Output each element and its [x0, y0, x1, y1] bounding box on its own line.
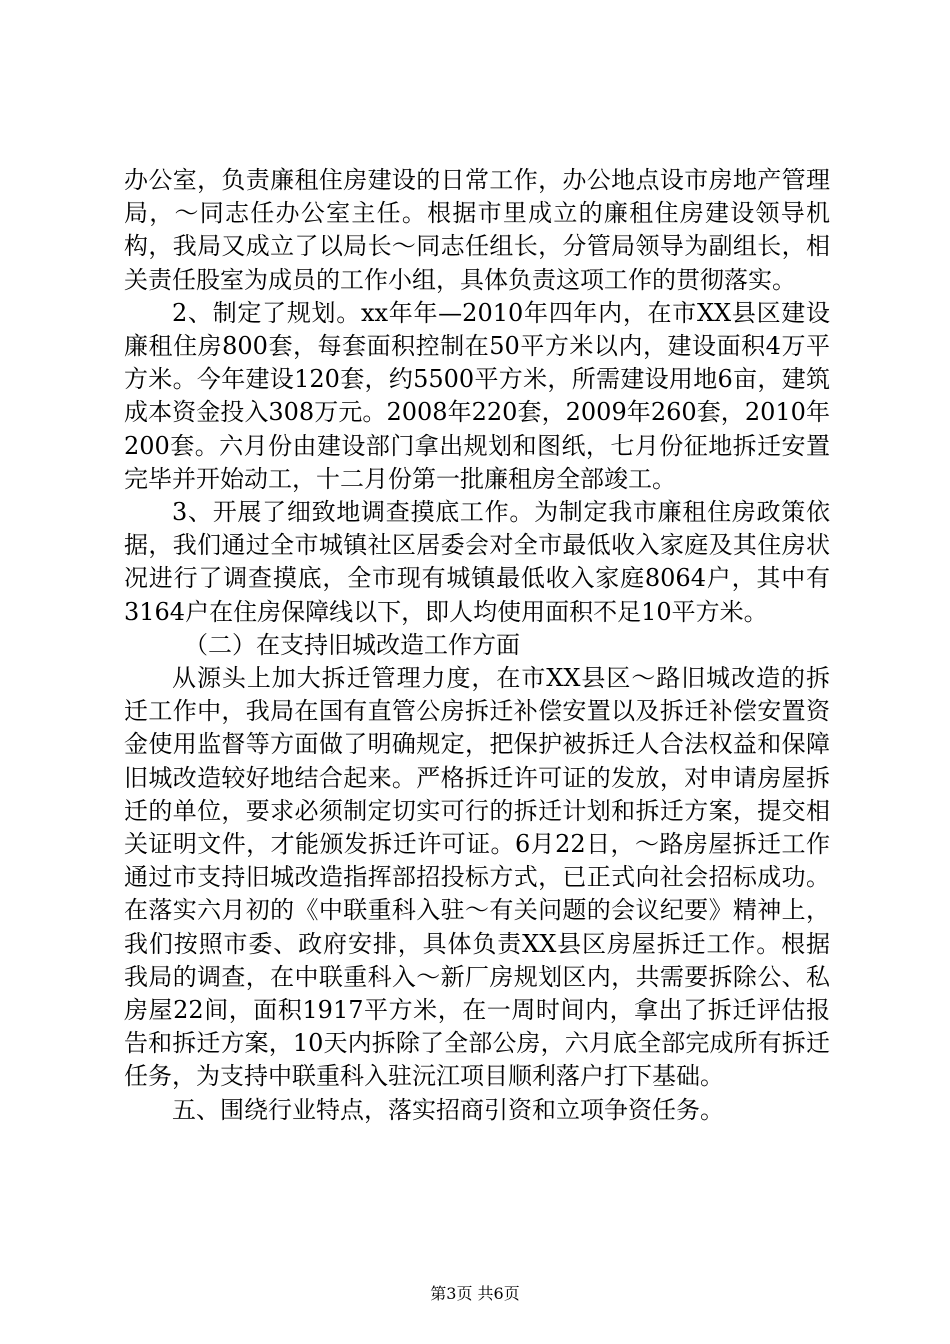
paragraph-survey: 3、开展了细致地调查摸底工作。为制定我市廉租住房政策依据，我们通过全市城镇社区居委会对全市最低收入家庭及其住房状况进行了调查摸底，全市现有城镇最低收入家庭8064户，其中有3164户在住房保障线以下，即人均使用面积不足10平方米。: [124, 498, 830, 626]
paragraph-continuation: 办公室，负责廉租住房建设的日常工作，办公地点设市房地产管理局，～同志任办公室主任。根据市里成立的廉租住房建设领导机构，我局又成立了以局长～同志任组长，分管局领导为副组长，相关责任股室为成员的工作小组，具体负责这项工作的贯彻落实。: [124, 166, 830, 294]
page-footer: 第3页 共6页: [430, 1284, 520, 1303]
paragraph-demolition: 从源头上加大拆迁管理力度，在市XX县区～路旧城改造的拆迁工作中，我局在国有直管公房拆迁补偿安置以及拆迁补偿安置资金使用监督等方面做了明确规定，把保护被拆迁人合法权益和保障旧城改造较好地结合起来。严格拆迁许可证的发放，对申请房屋拆迁的单位，要求必须制定切实可行的拆迁计划和拆迁方案，提交相关证明文件，才能颁发拆迁许可证。6月22日，～路房屋拆迁工作通过市支持旧城改造指挥部招投标方式，已正式向社会招标成功。在落实六月初的《中联重科入驻～有关问题的会议纪要》精神上，我们按照市委、政府安排，具体负责XX县区房屋拆迁工作。根据我局的调查，在中联重科入～新厂房规划区内，共需要拆除公、私房屋22间，面积1917平方米，在一周时间内，拿出了拆迁评估报告和拆迁方案，10天内拆除了全部公房，六月底全部完成所有拆迁任务，为支持中联重科入驻沅江项目顺利落户打下基础。: [124, 664, 830, 1091]
section-heading-old-city: （二）在支持旧城改造工作方面: [184, 630, 520, 659]
document-body: [124, 164, 830, 1127]
paragraph-planning: 2、制定了规划。xx年年—2010年四年内，在市XX县区建设廉租住房800套，每套面积控制在50平方米以内，建设面积4万平方米。今年建设120套，约5500平方米，所需建设用地6亩，建筑成本资金投入308万元。2008年220套，2009年260套，2010年200套。六月份由建设部门拿出规划和图纸，七月份征地拆迁安置完毕并开始动工，十二月份第一批廉租房全部竣工。: [124, 298, 830, 493]
section-heading-investment: 五、围绕行业特点，落实招商引资和立项争资任务。: [172, 1095, 724, 1124]
